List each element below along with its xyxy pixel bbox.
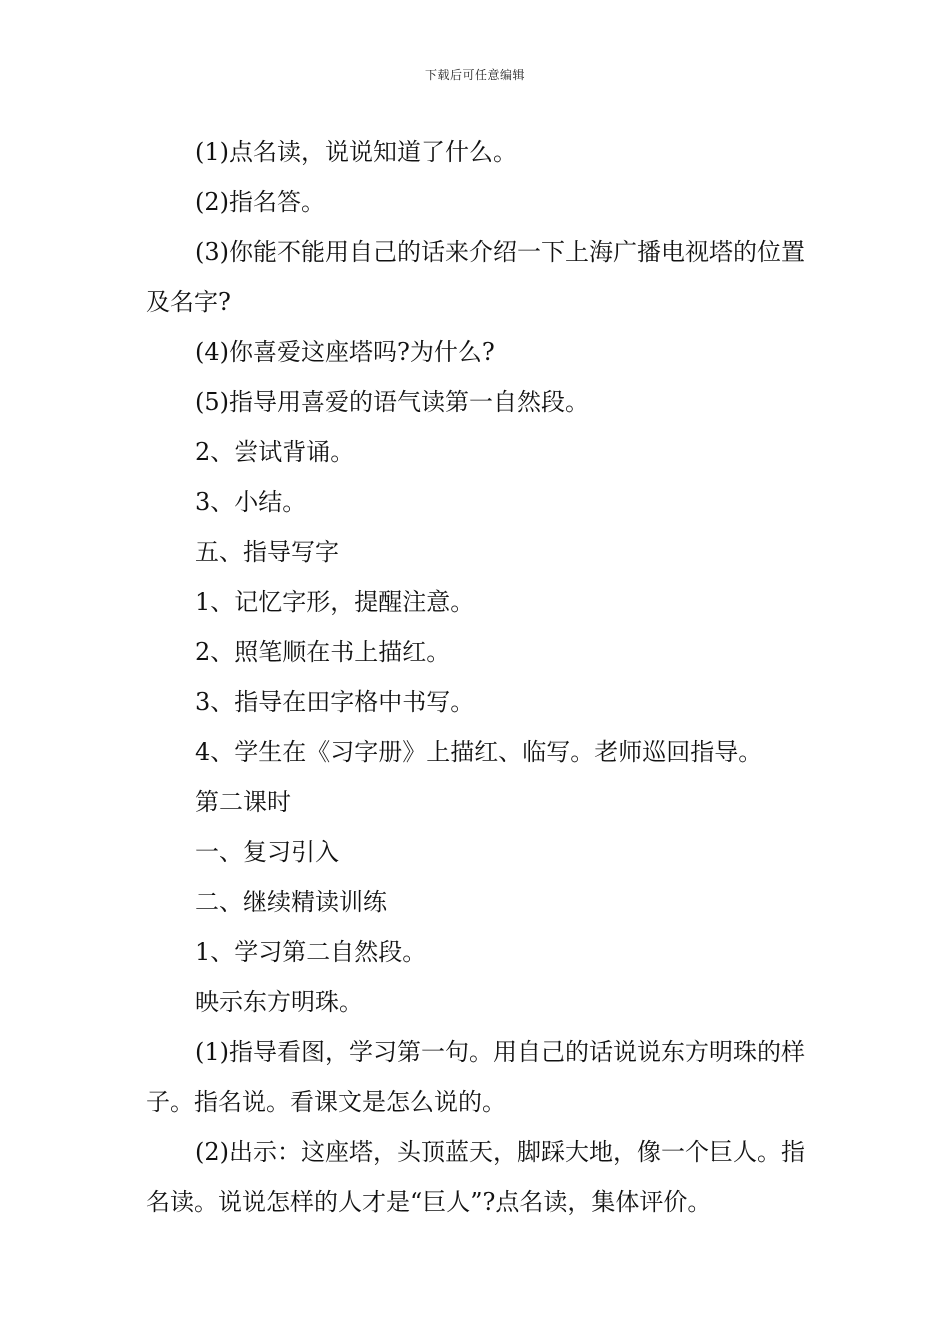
paragraph: 2、照笔顺在书上描红。 [195,638,451,666]
section-heading: 五、指导写字 [195,538,339,566]
paragraph: 3、指导在田字格中书写。 [195,688,475,716]
paragraph: 2、尝试背诵。 [195,438,355,466]
paragraph: 3、小结。 [195,488,307,516]
paragraph: (5)指导用喜爱的语气读第一自然段。 [195,388,589,416]
section-heading: 二、继续精读训练 [195,888,387,916]
lesson-heading: 第二课时 [195,788,291,816]
paragraph: 映示东方明珠。 [195,988,363,1016]
paragraph: (3)你能不能用自己的话来介绍一下上海广播电视塔的位置及名字? [146,238,805,316]
document-body [146,127,826,1227]
paragraph: 1、学习第二自然段。 [195,938,427,966]
paragraph: (1)点名读，说说知道了什么。 [195,138,517,166]
paragraph: (2)出示：这座塔，头顶蓝天，脚踩大地，像一个巨人。指名读。说说怎样的人才是“巨人”?点名读，集体评价。 [146,1138,805,1216]
paragraph: (4)你喜爱这座塔吗?为什么? [195,338,495,366]
paragraph: 1、记忆字形，提醒注意。 [195,588,475,616]
page-header: 下载后可任意编辑 [424,68,525,82]
paragraph: (2)指名答。 [195,188,325,216]
section-heading: 一、复习引入 [195,838,339,866]
paragraph: (1)指导看图，学习第一句。用自己的话说说东方明珠的样子。指名说。看课文是怎么说的。 [146,1038,805,1116]
paragraph: 4、学生在《习字册》上描红、临写。老师巡回指导。 [195,738,763,766]
